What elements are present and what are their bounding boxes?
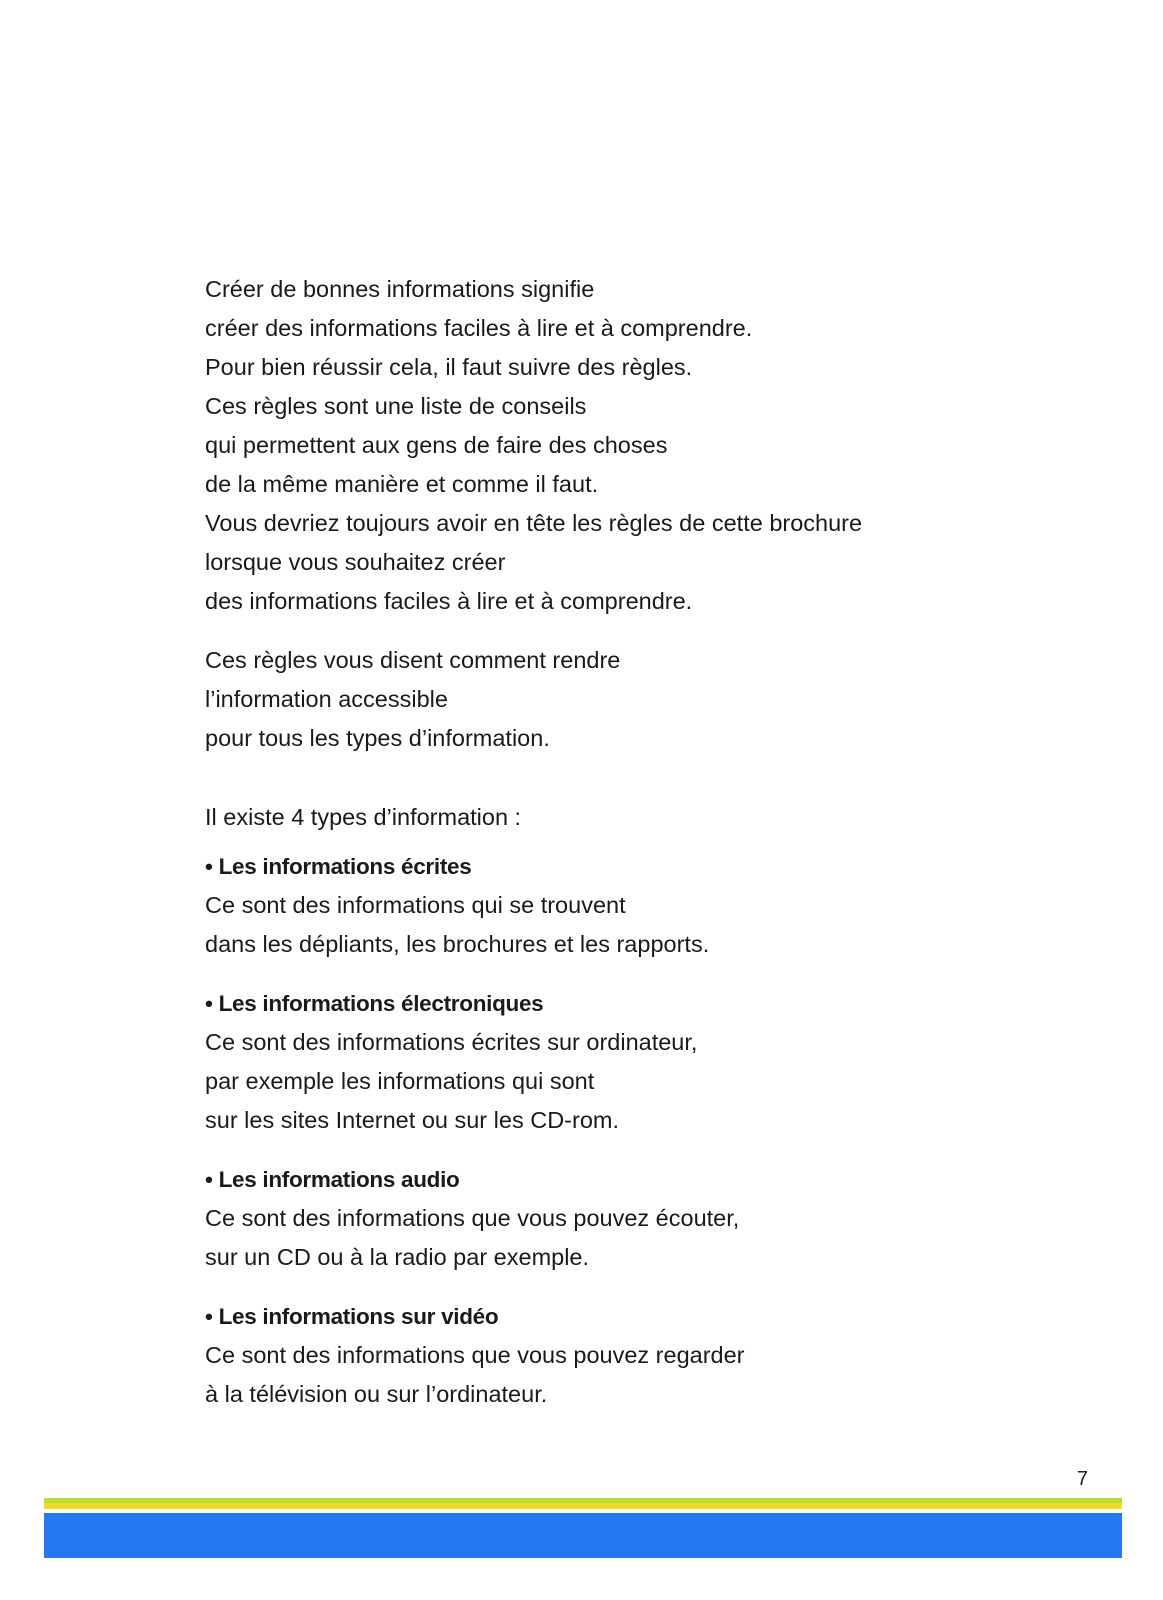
text-line: lorsque vous souhaitez créer: [205, 549, 506, 575]
text-line: sur les sites Internet ou sur les CD-rom.: [205, 1107, 619, 1133]
text-line: Ce sont des informations qui se trouvent: [205, 892, 626, 918]
text-line: Ce sont des informations que vous pouvez écouter,: [205, 1205, 740, 1231]
text-line: Ce sont des informations que vous pouvez regarder: [205, 1342, 745, 1368]
text-line: dans les dépliants, les brochures et les rapports.: [205, 931, 710, 957]
text-line: à la télévision ou sur l’ordinateur.: [205, 1381, 548, 1407]
type-item-audio: [205, 1160, 1085, 1277]
type-title: [205, 984, 1085, 1023]
text-line: Créer de bonnes informations signifie: [205, 276, 595, 302]
bullet-icon: •: [205, 1304, 213, 1329]
text-line: l’information accessible: [205, 686, 448, 712]
text-line: de la même manière et comme il faut.: [205, 471, 599, 497]
type-title: [205, 847, 1085, 886]
type-title-text: Les informations électroniques: [218, 991, 544, 1016]
types-intro-paragraph: [205, 798, 1085, 837]
text-line: créer des informations faciles à lire et à comprendre.: [205, 315, 753, 341]
type-title: [205, 1297, 1085, 1336]
type-title: [205, 1160, 1085, 1199]
type-title-text: Les informations audio: [218, 1167, 460, 1192]
type-title-text: Les informations sur vidéo: [218, 1304, 499, 1329]
footer-stripe-blue: [44, 1513, 1122, 1558]
type-title-text: Les informations écrites: [218, 854, 472, 879]
text-line: Ce sont des informations écrites sur ordinateur,: [205, 1029, 698, 1055]
text-line: sur un CD ou à la radio par exemple.: [205, 1244, 590, 1270]
intro-paragraph: [205, 270, 1085, 621]
text-line: par exemple les informations qui sont: [205, 1068, 595, 1094]
type-item-video: [205, 1297, 1085, 1414]
text-line: Vous devriez toujours avoir en tête les règles de cette brochure: [205, 510, 863, 536]
text-line: qui permettent aux gens de faire des choses: [205, 432, 668, 458]
footer-color-band: [44, 1498, 1122, 1558]
text-line: Pour bien réussir cela, il faut suivre des règles.: [205, 354, 693, 380]
bullet-icon: •: [205, 1167, 213, 1192]
text-line: des informations faciles à lire et à comprendre.: [205, 588, 693, 614]
bullet-icon: •: [205, 854, 213, 879]
accessibility-paragraph: [205, 641, 1085, 758]
types-intro-text: Il existe 4 types d’information :: [205, 804, 522, 830]
page-content: [205, 270, 1085, 1434]
type-item-written: [205, 847, 1085, 964]
bullet-icon: •: [205, 991, 213, 1016]
type-item-electronic: [205, 984, 1085, 1140]
text-line: Ces règles sont une liste de conseils: [205, 393, 587, 419]
text-line: pour tous les types d’information.: [205, 725, 550, 751]
page-number: 7: [1076, 1468, 1088, 1490]
text-line: Ces règles vous disent comment rendre: [205, 647, 621, 673]
